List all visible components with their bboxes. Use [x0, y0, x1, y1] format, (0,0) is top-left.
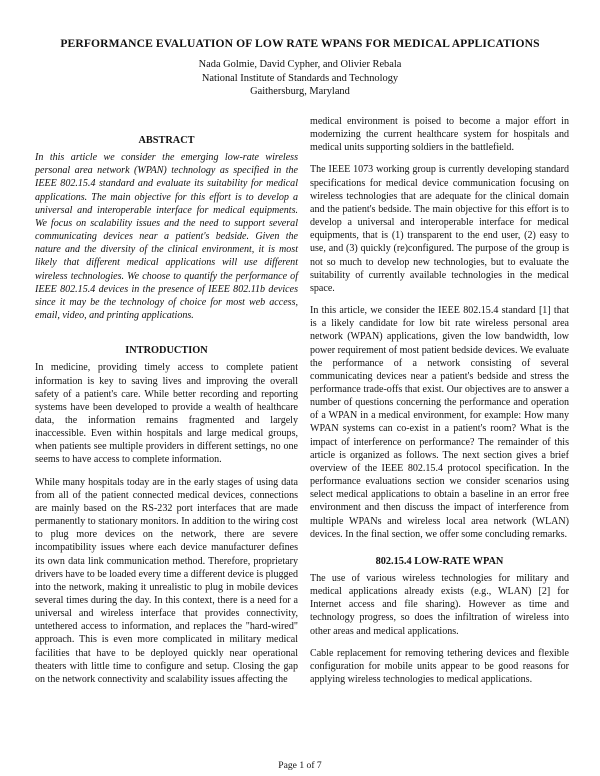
abstract-text: In this article we consider the emerging low-rate wireless personal area network (WPAN) technology as specified in the IEEE 802.15.4 standard and evaluate its suitability for medical applications. The main objective for this effort is to develop a universal and interoperable interface for medical equipments. We focus on scalability issues and the need to support several communicating devices near a patient's bedside. Given the nature and the diversity of the clinical environment, it is most likely that different medical applications will use different wireless technologies. We choose to quantify the performance of IEEE 802.15.4 devices in the presence of IEEE 802.11b devices since it may be the technology of choice for most web access, email, video, and printing applications. — [35, 152, 298, 322]
ieee1073-paragraph: The IEEE 1073 working group is currently developing standard specifications for medical device communication focusing on wireless technologies that are adequate for the clinical domain and the patient's bedside. The main objective for this effort is to develop a universal and interoperable interface for medical equipments, that is (1) transparent to the end user, (2) easy to use, and (3) quickly (re)configured. The purpose of the group is not so much to develop new technologies, but to evaluate the suitability of currently available technologies in the medical space. — [310, 164, 569, 294]
abstract-heading: ABSTRACT — [138, 135, 195, 146]
paper-title: PERFORMANCE EVALUATION OF LOW RATE WPANS FOR MEDICAL APPLICATIONS — [60, 37, 540, 50]
lowrate-wpan-paragraph-1: The use of various wireless technologies for military and medical applications already exists (e.g., WLAN) [2] for Internet access and file sharing). However as time and technology progress, so does the infiltration of wireless into other areas and medical applications. — [310, 573, 569, 637]
lowrate-wpan-heading: 802.15.4 LOW-RATE WPAN — [375, 555, 504, 567]
location: Gaithersburg, Maryland — [250, 86, 350, 98]
article-overview-paragraph: In this article, we consider the IEEE 802.15.4 standard [1] that is a likely candidate for low bit rate wireless personal area network (WPAN) applications, given the low bandwidth, low power requirement of most patient bedside devices. We evaluate the performance of a network consisting of several communicating devices near a patient's bedside and stress the performance trade-offs that exist. Our objectives are to answer a number of questions concerning the performance and operation of a WPAN in a medical environment, for example: How many WPAN systems can co-exist in a patient's room? What is the impact of interference on performance? The remainder of this article is organized as follows. The next section gives a brief overview of the IEEE 802.15.4 protocol specification. In the performance evaluations section we consider scenarios using select medical applications to obtain a baseline in an error free environment and then discuss the impact of interference from multiple WPANs and wireless local area network (WLAN) devices. In the final section, we offer some concluding remarks. — [310, 305, 569, 540]
introduction-paragraph-2: While many hospitals today are in the early stages of using data from all of the patient connected medical devices, connections are mainly based on the RS-232 port interfaces that are made permanently to stationary monitors. In addition to the wiring cost to plug more devices on the network, there are severe incompatibility issues where each device manufacturer defines its own data link communication method. Therefore, proprietary drivers have to be loaded every time a different device is plugged into the network, making it unrealistic to plug in mobile devices several times during the day. In this context, there is a need for a universal and wireless interface that provides connectivity, untethered access to information, and replaces the "hard-wired" approach. This is even more complicated in military medical facilities that have to be deployed quickly near operational theaters with little time to configure and setup. Closing the gap on the network connectivity and scalability issues affecting the — [35, 476, 298, 685]
continued-paragraph: medical environment is poised to become a major effort in modernizing the current healthcare system for hospitals and medical units supporting soldiers in the battlefield. — [310, 116, 569, 154]
page-number: Page 1 of 7 — [278, 760, 322, 771]
introduction-paragraph-1: In medicine, providing timely access to complete patient information is key to saving lives and improving the overall safety of a patient's care. While better recording and reporting systems have been developed to provide a wealth of healthcare data, the information remains fragmented and largely inaccessible. Even within hospitals and large medical groups, when patients see multiple providers in different settings, no one seems to have access to complete information. — [35, 362, 298, 466]
authors: Nada Golmie, David Cypher, and Olivier Rebala — [198, 59, 402, 70]
introduction-heading: INTRODUCTION — [125, 345, 208, 357]
author-block — [0, 58, 600, 99]
institution: National Institute of Standards and Technology — [201, 72, 399, 84]
right-column — [310, 115, 569, 686]
left-column — [35, 112, 298, 686]
lowrate-wpan-paragraph-2: Cable replacement for removing tethering devices and flexible configuration for mobile units appear to be good reasons for applying wireless technologies to medical applications. — [310, 647, 569, 686]
